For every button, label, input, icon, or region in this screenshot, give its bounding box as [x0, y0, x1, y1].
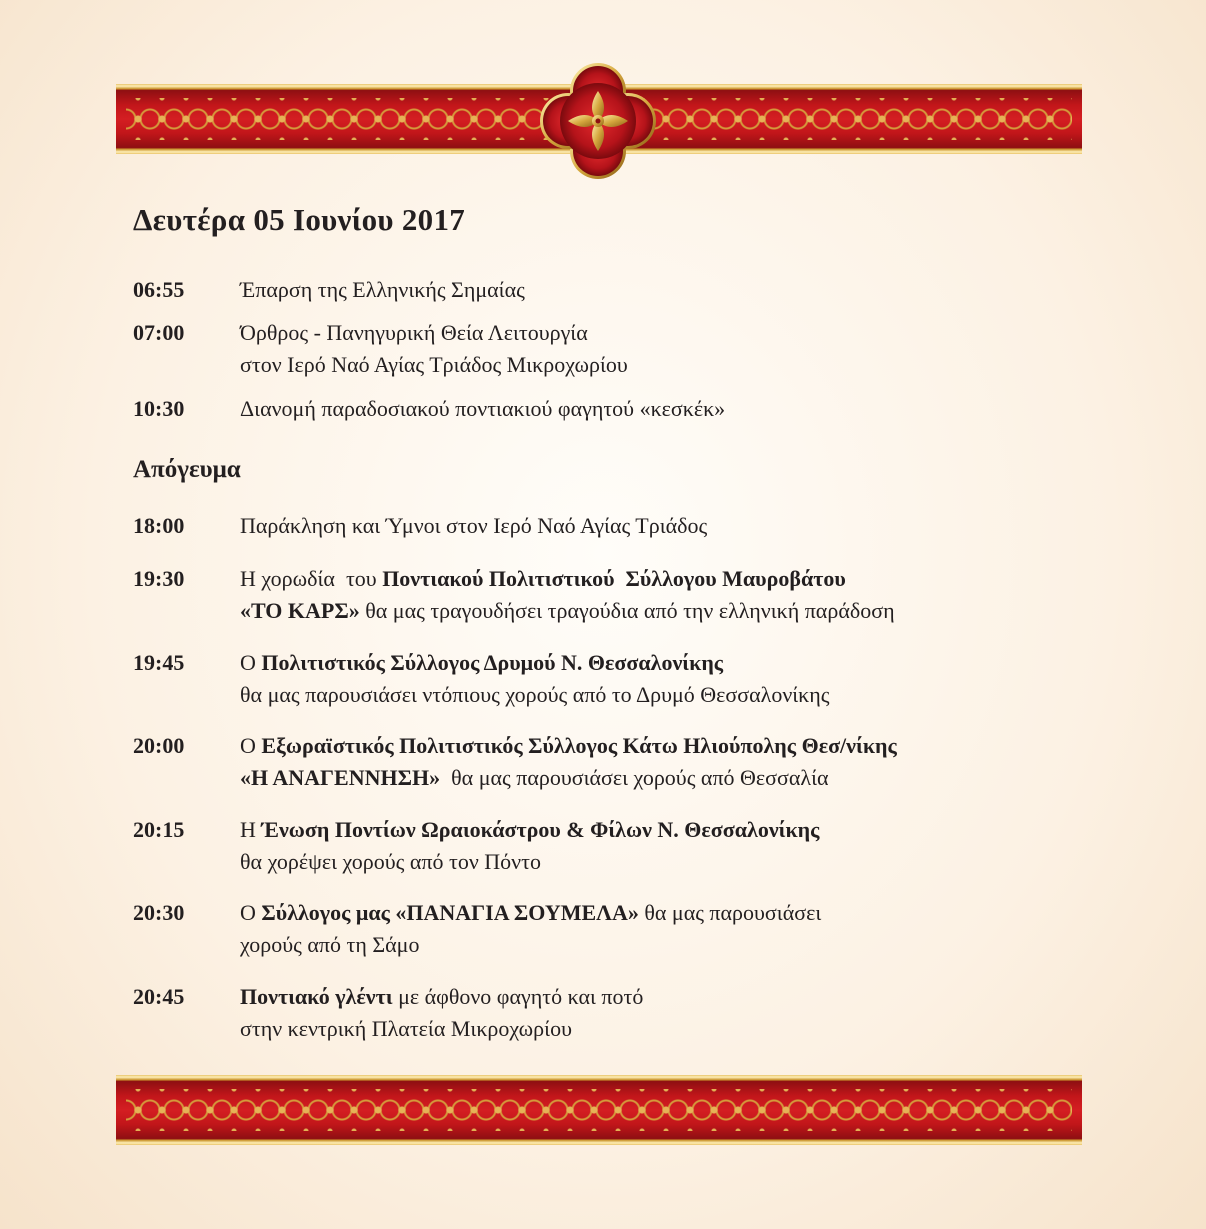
event-text: Διανομή παραδοσιακού ποντιακιού φαγητού «κεσκέκ» — [240, 396, 726, 421]
afternoon-heading: Απόγευμα — [133, 456, 241, 483]
event-description — [240, 897, 1140, 961]
event-text-bold: «ΤΟ ΚΑΡΣ» — [240, 598, 360, 623]
bottom-ornamental-band — [116, 1075, 1082, 1145]
event-description — [240, 317, 1140, 381]
event-description-line — [240, 679, 1140, 711]
event-description — [240, 563, 1140, 627]
event-description-line — [240, 762, 1140, 794]
event-description-line — [240, 897, 1140, 929]
event-text: θα μας παρουσιάσει — [638, 900, 822, 925]
event-time: 20:45 — [133, 984, 185, 1009]
event-time: 06:55 — [133, 277, 185, 302]
event-description-line — [240, 510, 1140, 542]
event-description-line — [240, 595, 1140, 627]
event-text-bold: Εξωραϊστικός Πολιτιστικός Σύλλογος Κάτω Ηλιούπολης Θεσ/νίκης — [261, 733, 897, 758]
event-text: Όρθρος - Πανηγυρική Θεία Λειτουργία — [240, 320, 588, 345]
event-text-bold: Ποντιακού Πολιτιστικού Σύλλογου Μαυροβάτου — [382, 566, 846, 591]
event-description-line — [240, 349, 1140, 381]
event-description-line — [240, 730, 1140, 762]
event-description-line — [240, 846, 1140, 878]
event-text-bold: Πολιτιστικός Σύλλογος Δρυμού Ν. Θεσσαλονίκης — [261, 650, 724, 675]
event-text-bold: «Η ΑΝΑΓΕΝΝΗΣΗ» — [240, 765, 441, 790]
event-text-bold: Σύλλογος μας «ΠΑΝΑΓΙΑ ΣΟΥΜΕΛΑ» — [261, 900, 639, 925]
event-text-bold: Ένωση Ποντίων Ωραιοκάστρου & Φίλων Ν. Θεσσαλονίκης — [261, 817, 820, 842]
event-text: χορούς από τη Σάμο — [240, 932, 420, 957]
event-description-line — [240, 814, 1140, 846]
page-title-date: Δευτέρα 05 Ιουνίου 2017 — [133, 202, 466, 237]
event-time: 10:30 — [133, 396, 185, 421]
event-time: 20:15 — [133, 817, 185, 842]
event-text: θα χορέψει χορούς από τον Πόντο — [240, 849, 541, 874]
event-text: θα μας τραγουδήσει τραγούδια από την ελληνική παράδοση — [359, 598, 895, 623]
ornate-cross-medallion-icon — [537, 60, 659, 182]
event-description-line — [240, 981, 1140, 1013]
event-time: 20:00 — [133, 733, 185, 758]
event-text: στον Ιερό Ναό Αγίας Τριάδος Μικροχωρίου — [240, 352, 628, 377]
event-description — [240, 730, 1140, 794]
event-time: 07:00 — [133, 320, 185, 345]
event-description — [240, 393, 1140, 425]
event-time: 20:30 — [133, 900, 185, 925]
event-text: θα μας παρουσιάσει ντόπιους χορούς από το Δρυμό Θεσσαλονίκης — [240, 682, 830, 707]
event-text: στην κεντρική Πλατεία Μικροχωρίου — [240, 1016, 572, 1041]
event-description — [240, 647, 1140, 711]
event-description — [240, 981, 1140, 1045]
event-description-line — [240, 563, 1140, 595]
event-description — [240, 274, 1140, 306]
event-text: Ο — [240, 733, 262, 758]
event-description-line — [240, 317, 1140, 349]
event-text-bold: Ποντιακό γλέντι — [240, 984, 393, 1009]
event-text: Παράκληση και Ύμνοι στον Ιερό Ναό Αγίας Τριάδος — [240, 513, 708, 538]
event-description-line — [240, 1013, 1140, 1045]
event-text: Έπαρση της Ελληνικής Σημαίας — [240, 277, 525, 302]
event-text: με άφθονο φαγητό και ποτό — [392, 984, 644, 1009]
event-text: Ο — [240, 900, 262, 925]
event-description-line — [240, 393, 1140, 425]
event-text: Η χορωδία του — [240, 566, 383, 591]
event-description-line — [240, 274, 1140, 306]
event-description — [240, 814, 1140, 878]
event-description-line — [240, 647, 1140, 679]
event-time: 19:45 — [133, 650, 185, 675]
event-text: Η — [240, 817, 262, 842]
event-time: 19:30 — [133, 566, 185, 591]
event-text: Ο — [240, 650, 262, 675]
event-time: 18:00 — [133, 513, 185, 538]
event-description — [240, 510, 1140, 542]
event-description-line — [240, 929, 1140, 961]
event-text: θα μας παρουσιάσει χορούς από Θεσσαλία — [440, 765, 829, 790]
band-pattern — [126, 1089, 1072, 1131]
